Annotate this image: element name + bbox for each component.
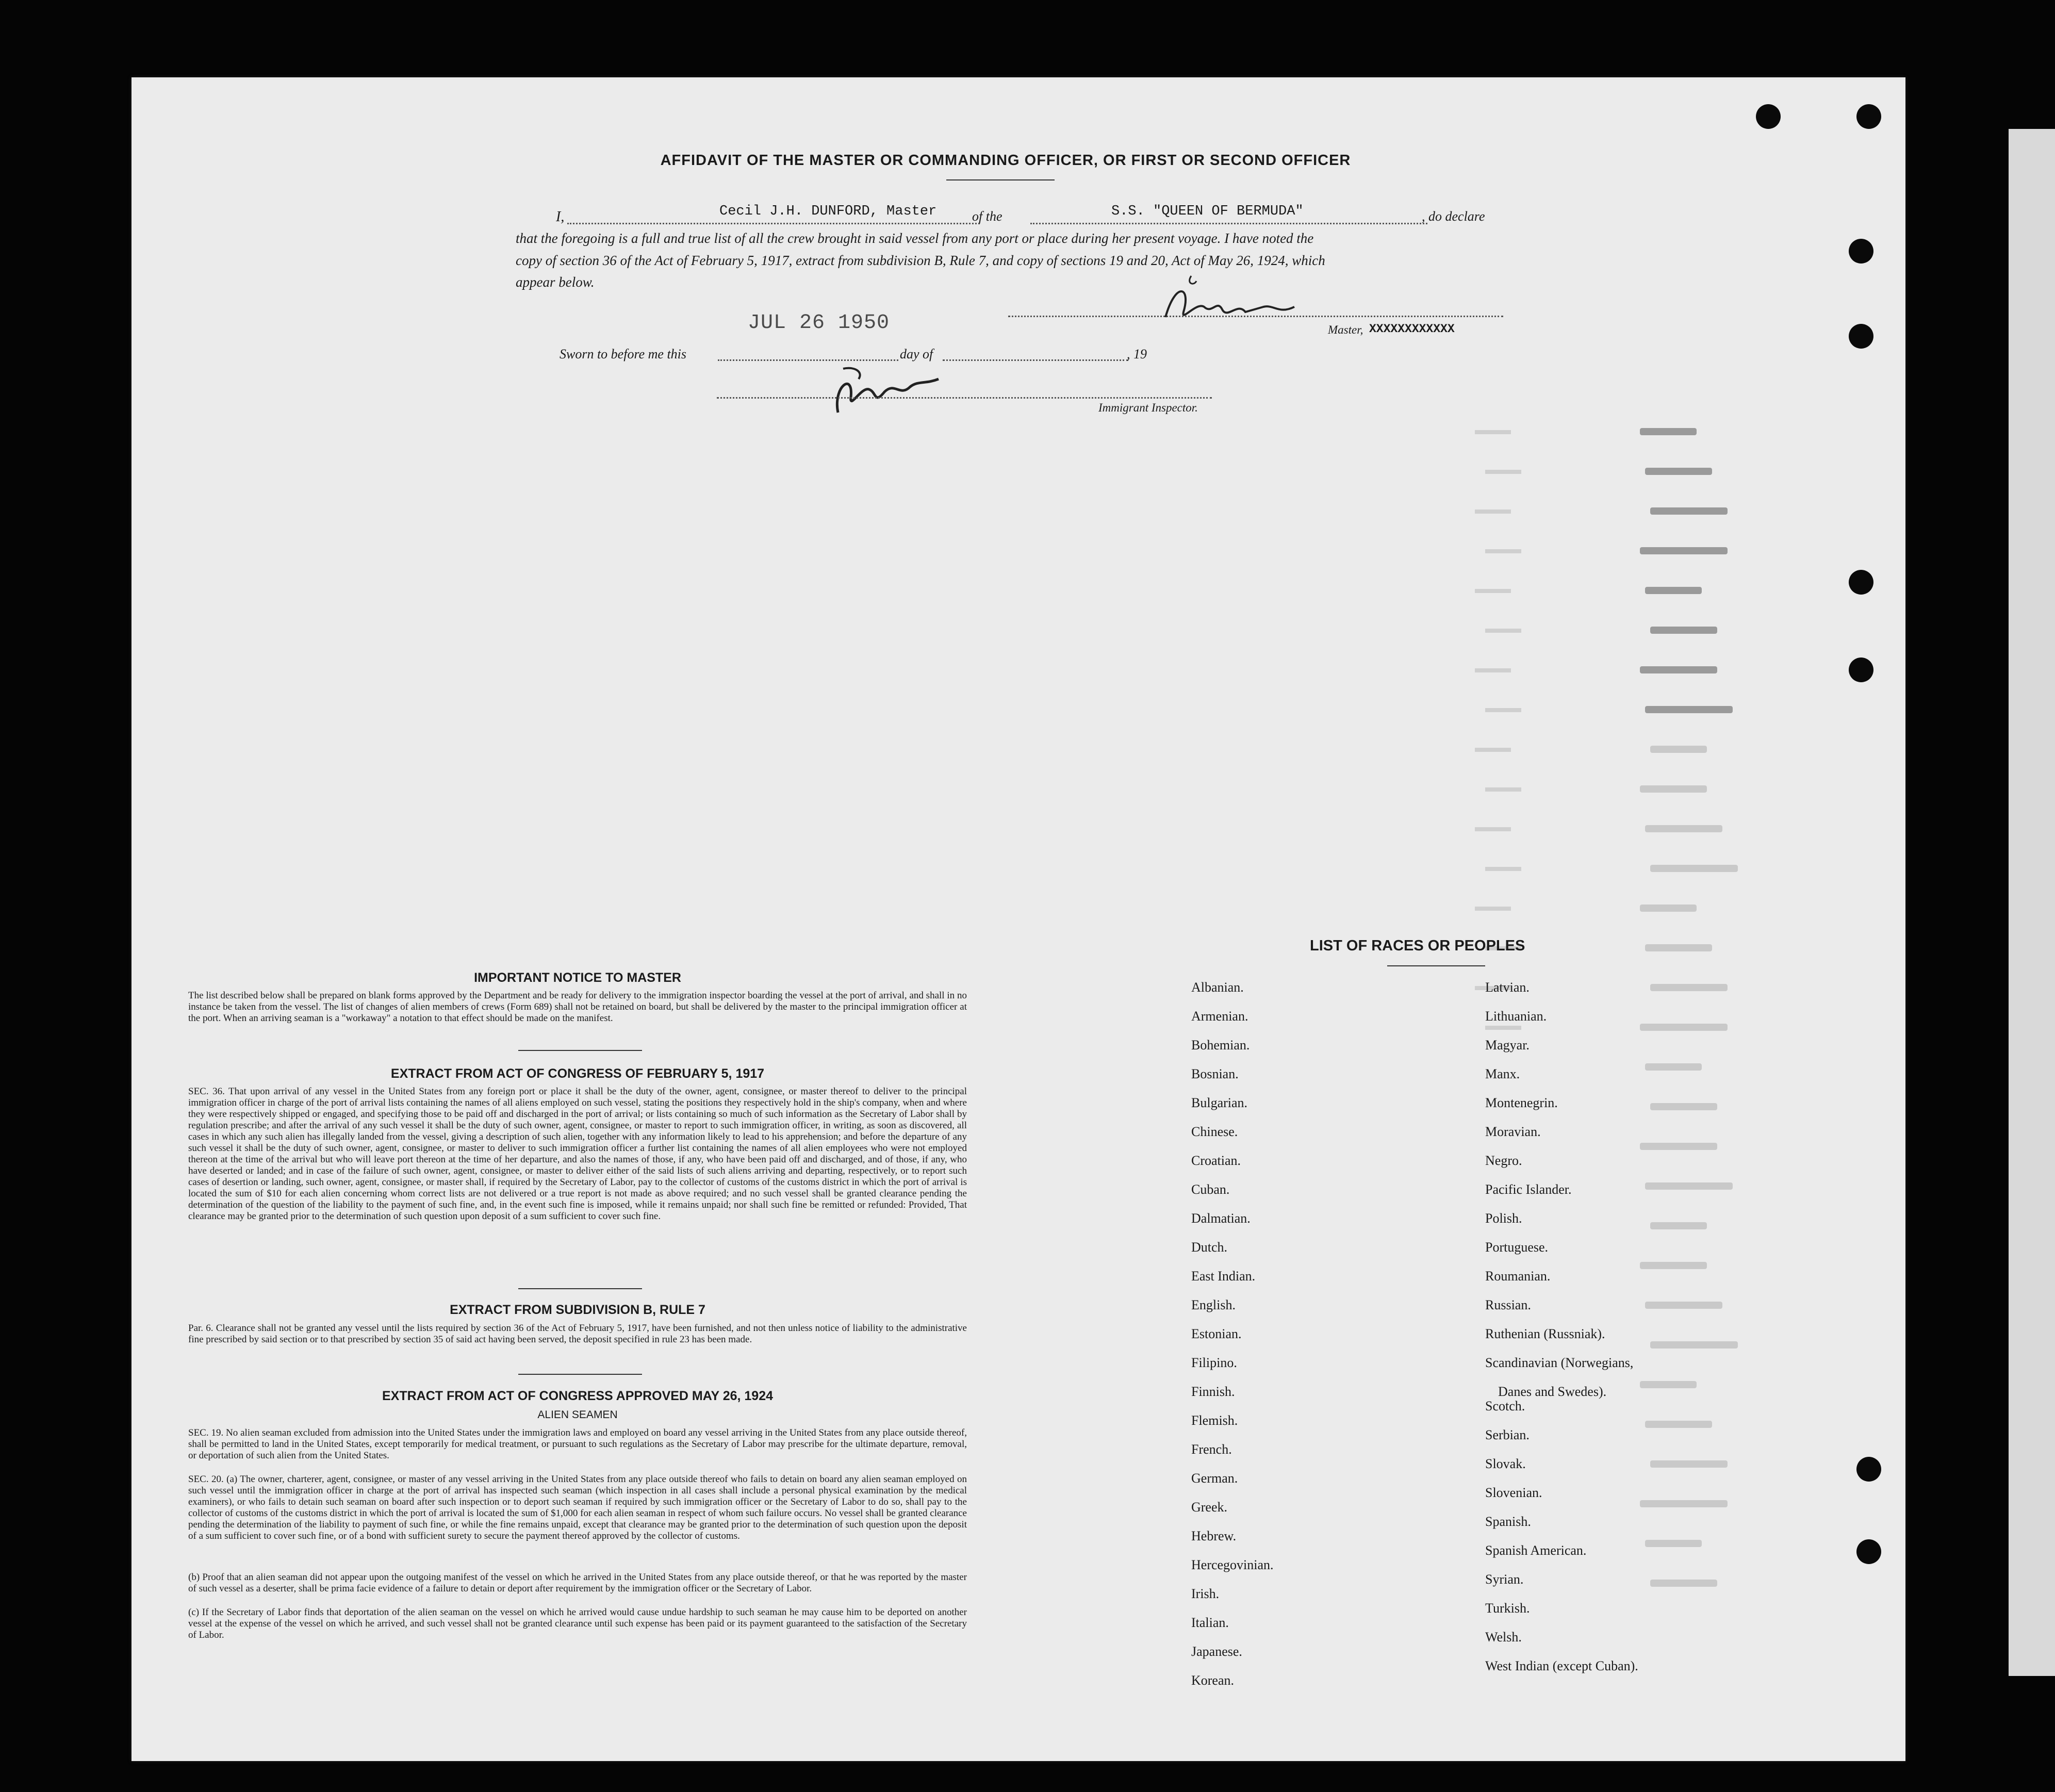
race-item: Welsh. [1485, 1630, 1522, 1645]
punch-hole [1856, 1539, 1881, 1564]
race-item: Japanese. [1191, 1644, 1242, 1659]
race-item: Korean. [1191, 1673, 1235, 1688]
punch-hole [1849, 324, 1873, 349]
bleed-through-mark [1640, 905, 1697, 912]
punch-hole [1849, 239, 1873, 264]
bleed-through-mark [1485, 867, 1521, 871]
race-item: Negro. [1485, 1153, 1522, 1168]
bleed-through-mark [1650, 1460, 1728, 1468]
rule7-title: EXTRACT FROM SUBDIVISION B, RULE 7 [450, 1303, 705, 1317]
race-item: Syrian. [1485, 1572, 1524, 1587]
race-item: Serbian. [1485, 1427, 1530, 1442]
master-struck-title: XXXXXXXXXXXX [1369, 322, 1455, 336]
extract-1917-title: EXTRACT FROM ACT OF CONGRESS OF FEBRUARY 5, 1917 [390, 1066, 765, 1081]
bleed-through-mark [1485, 470, 1521, 474]
race-item: Italian. [1191, 1615, 1229, 1630]
bleed-through-mark [1640, 666, 1717, 673]
punch-hole [1849, 570, 1873, 595]
bleed-through-mark [1650, 984, 1728, 991]
race-item: Ruthenian (Russniak). [1485, 1326, 1605, 1341]
race-item: Danes and Swedes). [1498, 1384, 1607, 1399]
race-item: Russian. [1485, 1297, 1531, 1312]
race-item: Cuban. [1191, 1182, 1230, 1197]
race-item: Spanish. [1485, 1514, 1531, 1529]
vessel-name: S.S. "QUEEN OF BERMUDA" [1111, 204, 1304, 219]
bleed-through-mark [1650, 746, 1707, 753]
race-item: Estonian. [1191, 1326, 1242, 1341]
race-item: Moravian. [1485, 1124, 1541, 1139]
race-item: Polish. [1485, 1211, 1522, 1226]
inspector-signature [823, 361, 946, 423]
race-item: Armenian. [1191, 1009, 1248, 1024]
bleed-through-mark [1645, 468, 1712, 475]
divider [518, 1050, 642, 1051]
bleed-through-mark [1485, 708, 1521, 712]
race-item: Manx. [1485, 1066, 1520, 1081]
bleed-through-mark [1640, 547, 1728, 554]
race-item: French. [1191, 1442, 1232, 1457]
bleed-through-mark [1645, 825, 1722, 832]
master-signature [1155, 271, 1310, 338]
sec20b-body: (b) Proof that an alien seaman did not appear upon the outgoing manifest of the vessel on which he arrived in the United States from any place outside thereof, or that he was reported by the master of such vessel as a deserter, shall be prima facie evidence of a failure to detain or deport after requirement by the immigration officer or the Secretary of Labor. [188, 1572, 967, 1594]
bleed-through-mark [1645, 1302, 1722, 1309]
race-item: East Indian. [1191, 1269, 1256, 1284]
affidavit-line-1: that the foregoing is a full and true list of all the crew brought in said vessel from any port or place during her present voyage. I have noted the [516, 231, 1314, 246]
of-the-label: of the [972, 209, 1002, 224]
bleed-through-mark [1475, 430, 1511, 434]
race-item: Bulgarian. [1191, 1095, 1248, 1110]
bleed-through-mark [1645, 1182, 1733, 1190]
affidavit-i-label: I, [556, 209, 565, 225]
punch-hole [1849, 657, 1873, 682]
rule7-body: Par. 6. Clearance shall not be granted any vessel until the lists required by section 36 of the Act of February 5, 1917, have been furnished, and not then unless notice of liability to the administrative fine prescribed by said section or to that prescribed by section 35 of said act having been served, the deposit specified in rule 23 has been made. [188, 1323, 967, 1345]
race-item: Montenegrin. [1485, 1095, 1558, 1110]
bleed-through-mark [1645, 1063, 1702, 1071]
race-item: Pacific Islander. [1485, 1182, 1572, 1197]
day-of-label: day of [900, 347, 933, 361]
bleed-through-mark [1475, 668, 1511, 672]
punch-hole [1856, 104, 1881, 129]
bleed-through-mark [1475, 748, 1511, 752]
affidavit-line-3: appear below. [516, 274, 595, 290]
inspector-line [717, 397, 1212, 399]
bleed-through-mark [1475, 827, 1511, 831]
bleed-through-mark [1485, 549, 1521, 553]
race-item: Slovenian. [1485, 1485, 1542, 1500]
bleed-through-mark [1640, 1381, 1697, 1388]
bleed-through-mark [1475, 907, 1511, 911]
race-item: Dalmatian. [1191, 1211, 1251, 1226]
race-item: Lithuanian. [1485, 1009, 1547, 1024]
bleed-through-mark [1640, 428, 1697, 435]
bleed-through-mark [1650, 1103, 1717, 1110]
name-line [567, 223, 980, 224]
bleed-through-mark [1650, 1580, 1717, 1587]
affidavit-line-2: copy of section 36 of the Act of February 5, 1917, extract from subdivision B, Rule 7, and copy of sections 19 and 20, Act of May 26, 1924, which [516, 253, 1325, 268]
notice-body: The list described below shall be prepared on blank forms approved by the Department and be ready for delivery to the immigration inspector boarding the vessel at the port of arrival, and shall in no instance be taken from the vessel. The list of changes of alien members of crews (Form 689) shall not be retained on board, but shall be delivered by the master to the principal immigration officer at the port. When an arriving seaman is a "workaway" a notation to that effect should be made on the manifest. [188, 990, 967, 1024]
race-item: Finnish. [1191, 1384, 1235, 1399]
race-item: English. [1191, 1297, 1236, 1312]
bleed-through-mark [1650, 865, 1738, 872]
race-item: Roumanian. [1485, 1269, 1551, 1284]
punch-hole [1856, 1457, 1881, 1482]
race-item: Portuguese. [1485, 1240, 1549, 1255]
divider [518, 1288, 642, 1289]
bleed-through-mark [1640, 785, 1707, 793]
adjacent-page-edge [2009, 129, 2055, 1676]
divider [946, 179, 1055, 180]
date-stamp: JUL 26 1950 [748, 311, 890, 335]
bleed-through-mark [1475, 589, 1511, 593]
race-item: Flemish. [1191, 1413, 1238, 1428]
punch-hole [1756, 104, 1781, 129]
bleed-through-mark [1485, 1026, 1521, 1030]
race-item: Dutch. [1191, 1240, 1228, 1255]
extract-1924-subtitle: ALIEN SEAMEN [537, 1409, 618, 1421]
race-item: Greek. [1191, 1500, 1228, 1515]
extract-1917-body: SEC. 36. That upon arrival of any vessel in the United States from any foreign port or place it shall be the duty of the owner, agent, consignee, or master thereof to deliver to the principal immigration officer in charge of the port of arrival lists containing the names of all aliens employed on such vessel, stating the positions they respectively hold in the ship's company, when and where they were respectively shipped or engaged, and specifying those to be paid off and discharged in the port of arrival; or lists containing so much of such information as the Secretary of Labor shall by regulation prescribe; and after the arrival of any such vessel it shall be the duty of such owner, agent, consignee, or master to report to such immigration officer, in writing, as soon as discovered, all cases in which any such alien has illegally landed from the vessel, giving a description of such alien, together with any information likely to lead to his apprehension; and before the departure of any such vessel it shall be the duty of such owner, agent, consignee, or master to deliver to such immigration officer a further list containing the names of all alien employees who were not employed thereon at the time of the arrival but who will leave port thereon at the time of her departure, and also the names of those, if any, who have been paid off and discharged, and of those, if any, who have deserted or landed; and in case of the failure of such owner, agent, consignee, or master to deliver either of the said lists of such aliens arriving and departing, respectively, or to report such cases of desertion or landing, such owner, agent, consignee, or master shall, if required by the Secretary of Labor, pay to the collector of customs of the customs district in which the port of arrival is located the sum of $10 for each alien concerning whom correct lists are not delivered or a true report is not made as above required; and no such vessel shall be granted clearance pending the determination of the question of the liability to the payment of such fine, and, in the event such fine is imposed, while it remains unpaid; nor shall such fine be remitted or refunded: Provided, That clearance may be granted prior to the determination of such question upon deposit of a sum sufficient to cover such fine. [188, 1086, 967, 1222]
bleed-through-mark [1645, 1540, 1702, 1547]
bleed-through-mark [1485, 787, 1521, 792]
bleed-through-mark [1650, 627, 1717, 634]
race-item: German. [1191, 1471, 1238, 1486]
bleed-through-mark [1640, 1500, 1728, 1507]
race-item: Latvian. [1485, 980, 1530, 995]
race-item: Filipino. [1191, 1355, 1237, 1370]
do-declare-label: , do declare [1422, 209, 1485, 224]
race-item: Scotch. [1485, 1399, 1525, 1413]
bleed-through-mark [1645, 1421, 1712, 1428]
race-item: Hebrew. [1191, 1528, 1237, 1543]
bleed-through-mark [1645, 944, 1712, 951]
affidavit-title: AFFIDAVIT OF THE MASTER OR COMMANDING OFFICER, OR FIRST OR SECOND OFFICER [660, 152, 1351, 169]
race-item: Croatian. [1191, 1153, 1241, 1168]
race-item: Scandinavian (Norwegians, [1485, 1355, 1634, 1370]
race-item: Spanish American. [1485, 1543, 1587, 1558]
inspector-label: Immigrant Inspector. [1098, 401, 1198, 414]
bleed-through-mark [1650, 507, 1728, 515]
bleed-through-mark [1640, 1262, 1707, 1269]
bleed-through-mark [1650, 1222, 1707, 1229]
bleed-through-mark [1650, 1341, 1738, 1349]
sworn-month-line [943, 359, 1128, 361]
race-item: West Indian (except Cuban). [1485, 1658, 1638, 1673]
bleed-through-mark [1645, 706, 1733, 713]
sec20a-body: SEC. 20. (a) The owner, charterer, agent, consignee, or master of any vessel arriving in the United States from any place outside thereof who fails to detain on board any alien seaman employed on such vessel until the immigration officer in charge at the port of arrival has inspected such seaman (which inspection in all cases shall include a personal physical examination by the medical examiners), or who fails to detain such seaman on board after such inspection or to deport such seaman if required by such immigration officer or the Secretary of Labor to do so, shall pay to the collector of customs of the customs district in which the port of arrival is located the sum of $1,000 for each alien seaman in respect of whom such failure occurs. No vessel shall be granted clearance pending the determination of the liability to payment of such fine, or while the fine remains unpaid, except that clearance may be granted prior to the determination of such question upon the deposit of a sum sufficient to cover such fine, or of a bond with sufficient surety to secure the payment thereof approved by the collector of customs. [188, 1474, 967, 1541]
race-item: Bohemian. [1191, 1038, 1250, 1053]
races-title: LIST OF RACES OR PEOPLES [1310, 938, 1525, 954]
extract-1924-title: EXTRACT FROM ACT OF CONGRESS APPROVED MAY 26, 1924 [382, 1389, 774, 1403]
sworn-label: Sworn to before me this [560, 347, 687, 361]
race-item: Irish. [1191, 1586, 1220, 1601]
year-label: , 19 [1127, 347, 1147, 361]
master-label: Master, [1328, 323, 1363, 336]
sec19-body: SEC. 19. No alien seaman excluded from admission into the United States under the immigration laws and employed on board any vessel arriving in the United States from any place outside thereof, shall be permitted to land in the United States, except temporarily for medical treatment, or pursuant to such regulations as the Secretary of Labor may prescribe for the ultimate departure, removal, or deportation of such alien from the United States. [188, 1427, 967, 1461]
master-name: Cecil J.H. DUNFORD, Master [719, 204, 937, 219]
race-item: Hercegovinian. [1191, 1557, 1274, 1572]
race-item: Albanian. [1191, 980, 1244, 995]
race-item: Bosnian. [1191, 1066, 1239, 1081]
race-item: Magyar. [1485, 1038, 1530, 1053]
race-item: Slovak. [1485, 1456, 1526, 1471]
bleed-through-mark [1475, 509, 1511, 514]
race-item: Turkish. [1485, 1601, 1530, 1616]
vessel-line [1030, 223, 1427, 224]
sec20c-body: (c) If the Secretary of Labor finds that deportation of the alien seaman on the vessel on which he arrived would cause undue hardship to such seaman he may cause him to be deported on another vessel at the expense of the vessel on which he arrived, and such vessel shall not be granted clearance until such expense has been paid or its payment guaranteed to the satisfaction of the Secretary of Labor. [188, 1607, 967, 1640]
bleed-through-mark [1640, 1143, 1717, 1150]
bleed-through-mark [1485, 629, 1521, 633]
notice-title: IMPORTANT NOTICE TO MASTER [474, 971, 681, 985]
bleed-through-mark [1640, 1024, 1728, 1031]
race-item: Chinese. [1191, 1124, 1238, 1139]
divider [518, 1374, 642, 1375]
divider [1387, 965, 1485, 966]
bleed-through-mark [1645, 587, 1702, 594]
